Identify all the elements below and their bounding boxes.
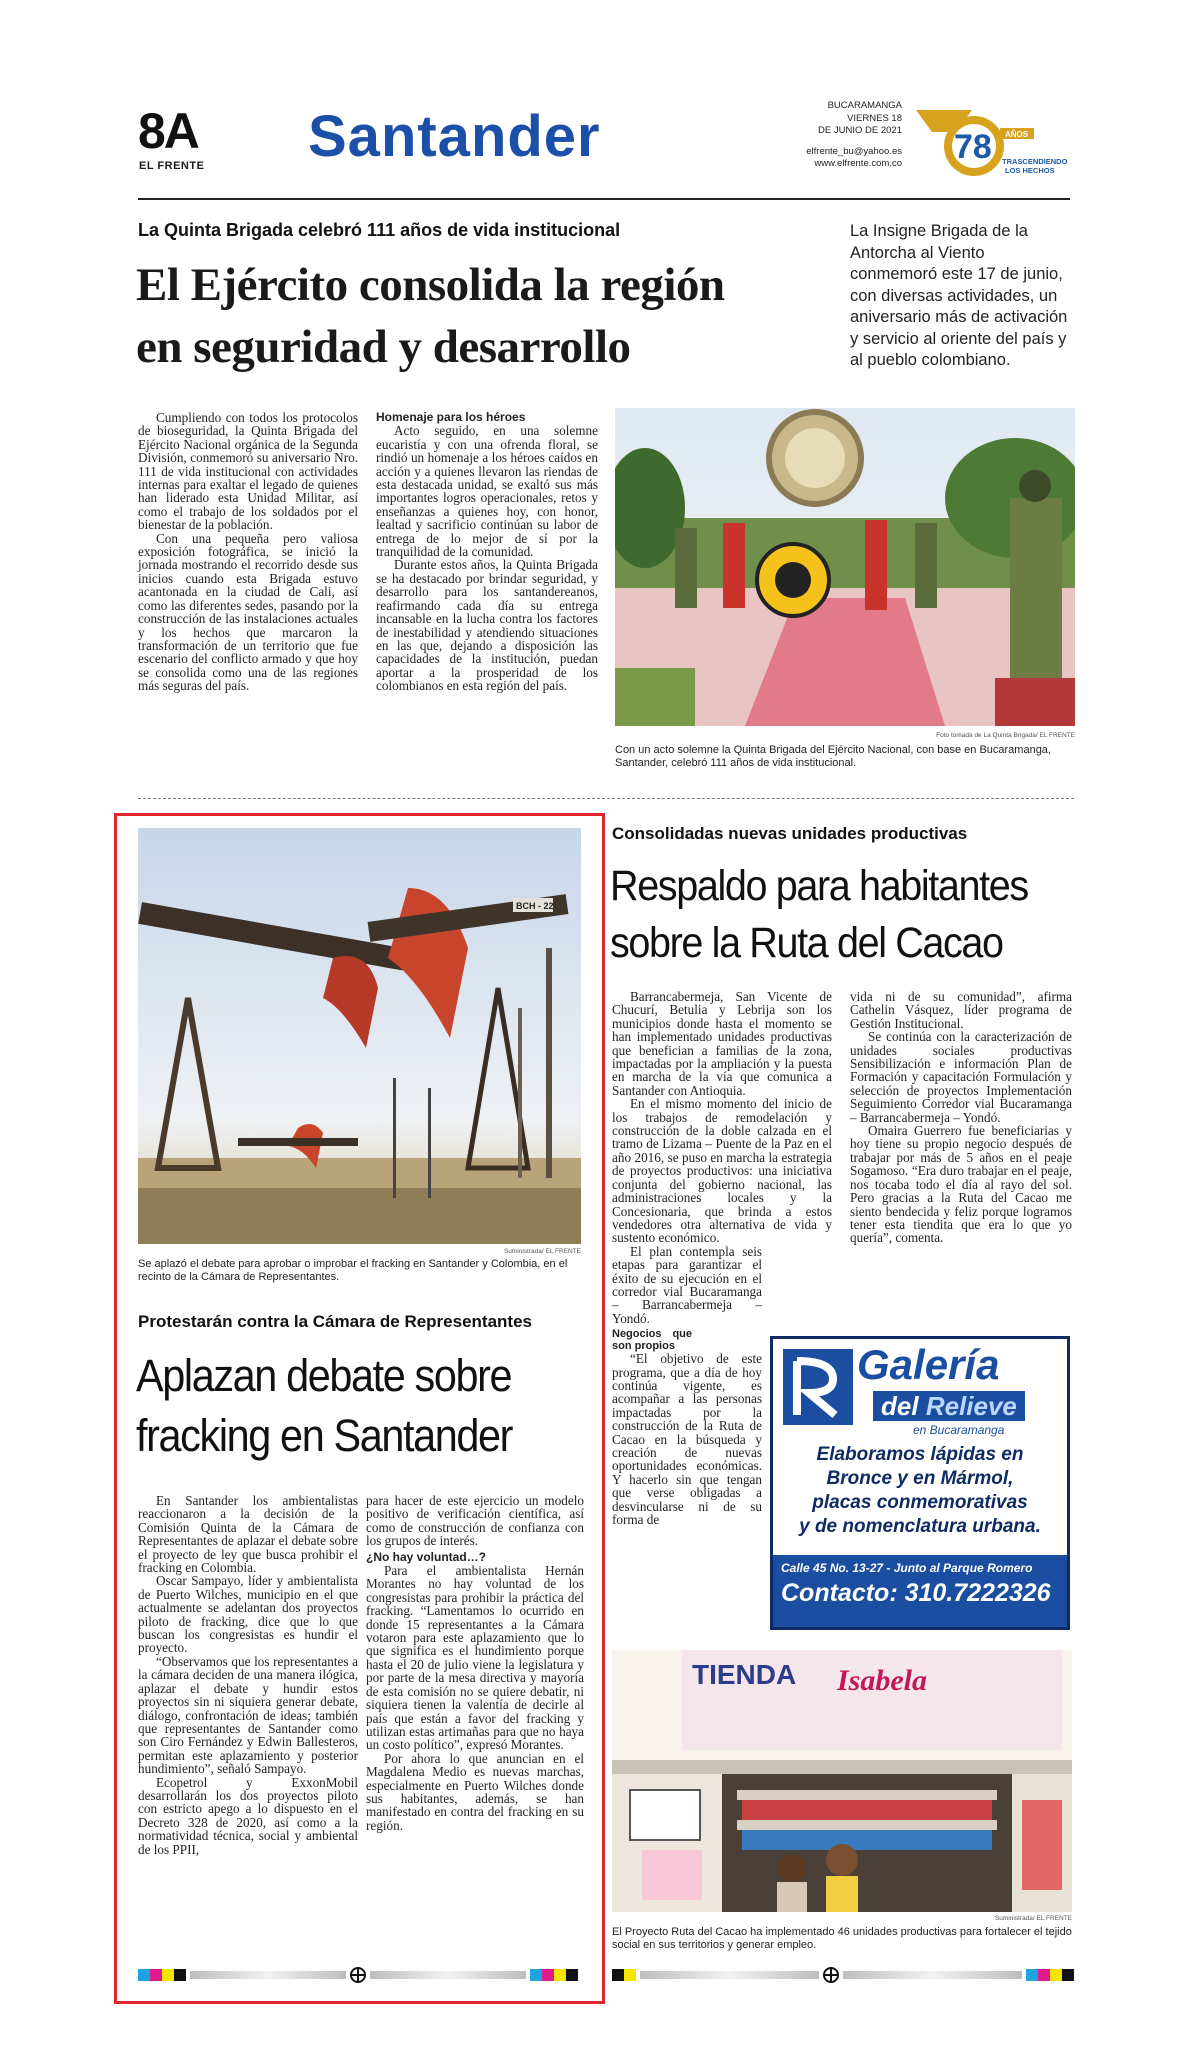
article1-column-1	[138, 411, 358, 693]
article1-col1-paragraph: Con una pequeña pero valiosa exposición fotográfica, se inició la jornada mostrando el recorrido desde sus inicios cuando esta Brigada estuvo acantonada en la ciudad de Cali, así como las diferentes sedes, pasando por la construcción de las instalaciones actuales y los hechos que marcaron la transformación de un territorio que fue escenario del conflicto armado y que hoy se consolida como una de las regiones más seguras del país.	[138, 530, 358, 694]
anniversary-word: AÑOS	[1005, 130, 1029, 139]
article3-col2-paragraph: Omaira Guerrero fue beneficiarias y hoy tiene su propio negocio después de trabajar por más de 5 años en el peaje Sogamoso. “Era duro trabajar en el peaje, nos tocaba todo el día al rayo del sol. Pero gracias a la Ruta del Cacao me siento bendecida y feliz porque logramos tener esta tiendita que era lo que yo quería”, comenta.	[850, 1123, 1072, 1246]
paper-name: EL FRENTE	[139, 160, 205, 172]
anniversary-tagline-1: TRASCENDIENDO	[1002, 157, 1068, 166]
article2-photo-credit: Suministrada/ EL FRENTE	[503, 1248, 581, 1255]
anniversary-tagline-2: LOS HECHOS	[1005, 166, 1055, 175]
article3-column-2	[850, 990, 1072, 1245]
registration-bar-left	[138, 1968, 578, 1982]
ad-brand-1: Galería	[857, 1341, 1000, 1388]
article2-headline-line2: fracking en Santander	[136, 1410, 513, 1461]
article3-photo	[612, 1650, 1072, 1912]
article1-col2-paragraph: Durante estos años, la Quinta Brigada se ha destacado por brindar seguridad, y desarrollo para los santandereanos, reafirmando cada día su entrega incansable en la lucha contra los factores de inestabilidad y atendiendo situaciones en las que, dejando a disposición las capacidades de la institución, puedan aportar a la prosperidad de los colombianos en esta región del país.	[376, 557, 598, 694]
article3-col2-paragraph: vida ni de su comunidad”, afirma Cathelin Vásquez, líder programa de Gestión Institucional.	[850, 989, 1072, 1031]
article2-col1-paragraph: Oscar Sampayo, líder y ambientalista de Puerto Wilches, municipio en el que actualmente se adelantan dos proyectos piloto de fracking, dice que lo que buscan los congresistas es hundir el proyecto.	[138, 1573, 358, 1656]
article3-subhead: Negocios que son propios	[612, 1328, 692, 1353]
date-day: VIERNES 18	[847, 112, 902, 124]
article3-headline	[610, 858, 1028, 972]
article2-photo-caption: Se aplazó el debate para aprobar o improbar el fracking en Santander y Colombia, en el recinto de la Cámara de Representantes.	[138, 1258, 568, 1283]
article2-col2-paragraph: Para el ambientalista Hernán Morantes no hay voluntad de los congresistas para prohibir la práctica del fracking. “Lamentamos lo ocurrido en donde 15 representantes a la Cámara votaron para este aplazamiento que lo que significa es el hundimiento porque hasta el 20 de julio viene la legislatura y por parte de la mesa directiva y mayoría de esta comisión no se quiere debatir, ni siquiera tienen la valentía de decirle al país que están a favor del fracking y utilizan estas artimañas para que no haya un costo político”, expresó Morantes.	[366, 1563, 584, 1753]
store-sign: TIENDA	[692, 1659, 797, 1690]
ad-location: en Bucaramanga	[913, 1423, 1005, 1437]
article3-col2-paragraph: Se continúa con la caracterización de unidades sociales productivas Sensibilización e información Plan de Formación y capacitación Formulación y selección de proyectos Implementación Seguimiento Corredor vial Bucaramanga – Barrancabermeja – Yondó.	[850, 1029, 1072, 1125]
ad-brand-2b: Relieve	[925, 1391, 1017, 1421]
article2-column-1	[138, 1494, 358, 1856]
article3-photo-caption: El Proyecto Ruta del Cacao ha implementado 46 unidades productivas para fortalecer el tejido social en sus territorios y generar empleo.	[612, 1926, 1072, 1951]
ad-address: Calle 45 No. 13-27 - Junto al Parque Romero	[781, 1561, 1033, 1575]
dateline	[790, 100, 902, 171]
page-number	[138, 103, 268, 159]
ad-services	[773, 1443, 1067, 1539]
ad-line-1: Elaboramos lápidas en	[816, 1444, 1024, 1465]
article2-column-2	[366, 1494, 584, 1832]
pump-sign: BCH - 22	[516, 901, 554, 911]
article3-col1-paragraph: En el mismo momento del inicio de los trabajos de remodelación y construcción de la doble calzada en el tramo de Lizama – Puente de la Paz en el año 2016, se puso en marcha la estrategia de proyectos productivos: una iniciativa conjunta del gobierno nacional, las administraciones locales y la Concesionaria, que brinda a estos vendedores otra alternativa de vida y sustento económico.	[612, 1096, 832, 1246]
ad-brand-2a: del	[881, 1391, 919, 1421]
article2-headline-line1: Aplazan debate sobre	[136, 1350, 512, 1401]
article3-headline-line2: sobre la Ruta del Cacao	[610, 919, 1003, 967]
article2-subhead: ¿No hay voluntad…?	[366, 1549, 486, 1564]
article1-photo-caption: Con un acto solemne la Quinta Brigada del Ejército Nacional, con base en Bucaramanga, Santander, celebró 111 años de vida institucional.	[615, 744, 1051, 769]
article3-headline-line1: Respaldo para habitantes	[610, 862, 1028, 910]
article1-col2-paragraph: Acto seguido, en una solemne eucaristía y con una ofrenda floral, se rindió un homenaje a los héroes caídos en acción y a quienes llevaron las riendas de esta destacada unidad, se exaltó sus más importantes logros operacionales, retos y enseñanzas a quienes hoy, con honor, lealtad y sacrificio continúan su labor de entrega de lo mejor de sí por la tranquilidad de la comunidad.	[376, 423, 598, 560]
article1-headline-line2: en seguridad y desarrollo	[136, 321, 631, 373]
email-link[interactable]: elfrente_bu@yahoo.es	[806, 145, 902, 157]
article2-col1-paragraph: “Observamos que los representantes a la cámara deciden de una manera ilógica, aplazar el debate y hundir estos proyectos sin ni siquiera generar debate, diálogo, confrontación de ideas; también que representantes de Santander como son Ciro Fernández y Edwin Ballesteros, permitan este aplazamiento y posterior hundimiento”, señaló Sampayo.	[138, 1653, 358, 1777]
ad-line-4: y de nomenclatura urbana.	[799, 1516, 1041, 1537]
article1-headline-line1: El Ejército consolida la región	[136, 259, 725, 311]
article3-col1-paragraph: El plan contempla seis etapas para garantizar el éxito de su ejecución en el corredor vial Bucaramanga – Barrancabermeja – Yondó.	[612, 1243, 762, 1326]
article2-col2-paragraph: para hacer de este ejercicio un modelo positivo de verificación científica, así como de construcción de confianza con los grupos de interés.	[366, 1493, 584, 1549]
section-title: Santander	[308, 104, 601, 169]
article3-col1-paragraph: “El objetivo de este programa, que a día de hoy continúa vigente, es acompañar a las personas impactadas por la construcción de la Ruta de Cacao en la búsqueda y creación de nuevas oportunidades económicas. Y hacerlo sin que tengan que verse obligadas a desvincularse ni de su forma de	[612, 1351, 762, 1528]
ad-contact-bar	[773, 1555, 1067, 1627]
article2-col1-paragraph: En Santander los ambientalistas reaccionaron a la decisión de la Comisión Quinta de la Cámara de Representantes de aplazar el debate sobre el proyecto de ley que busca prohibir el fracking en Colombia.	[138, 1493, 358, 1576]
article2-kicker: Protestarán contra la Cámara de Representantes	[138, 1312, 532, 1331]
article1-column-2	[376, 411, 598, 693]
article3-kicker: Consolidadas nuevas unidades productivas	[612, 824, 968, 843]
ad-line-3: placas conmemorativas	[812, 1492, 1028, 1513]
registration-mark-icon	[350, 1967, 366, 1983]
article1-headline	[136, 254, 725, 378]
city: BUCARAMANGA	[827, 100, 902, 111]
ad-phone[interactable]: Contacto: 310.7222326	[781, 1579, 1051, 1607]
ad-brand-2	[873, 1391, 1025, 1421]
galeria-relieve-ad[interactable]	[770, 1336, 1070, 1630]
ad-logo-icon	[783, 1349, 853, 1425]
article2-col2-paragraph: Por ahora lo que anuncian en el Magdalena Medio es nuevas marchas, especialmente en Puerto Wilches donde sus habitantes, además, se han manifestado en contra del fracking en su región.	[366, 1750, 584, 1833]
article1-photo-credit: Foto tomada de La Quinta Brigada/ EL FRENTE	[936, 732, 1075, 739]
article1-deck: La Insigne Brigada de la Antorcha al Viento conmemoró este 17 de junio, con diversas actividades, un aniversario más de activación y servicio al oriente del país y al pueblo colombiano.	[850, 222, 1068, 369]
article3-col1-paragraph: Barrancabermeja, San Vicente de Chucurí, Betulia y Lebrija son los municipios donde hasta el momento se han implementado unidades productivas que benefician a familias de la zona, impactadas por la ampliación y la puesta en marcha de la vía que comunica a Santander con Antioquia.	[612, 989, 832, 1098]
article1-col1-paragraph: Cumpliendo con todos los protocolos de bioseguridad, la Quinta Brigada del Ejército Nacional orgánica de la Segunda División, conmemoró su aniversario Nro. 111 de vida institucional con actividades internas para exaltar el legado de quienes han liderado esta Unidad Militar, así como el trabajo de los soldados por el bienestar de la población.	[138, 410, 358, 533]
anniversary-emblem-icon	[912, 102, 1072, 184]
article2-photo	[138, 828, 581, 1244]
header-rule	[138, 198, 1070, 200]
anniversary-logo	[912, 102, 1072, 184]
article2-headline	[136, 1346, 512, 1466]
article3-photo-credit: Suministrada/ EL FRENTE	[994, 1915, 1072, 1922]
article2-col1-paragraph: Ecopetrol y ExxonMobil desarrollarán los dos proyectos piloto con estricto apego a lo dispuesto en el Decreto 328 de 2020, así como a la normatividad técnica, social y ambiental de los PPII,	[138, 1774, 358, 1857]
page-number-text: 8A	[138, 103, 198, 159]
registration-bar-right	[612, 1968, 1074, 1982]
section-divider	[138, 798, 1074, 799]
anniversary-number: 78	[954, 128, 992, 166]
registration-mark-icon	[823, 1967, 839, 1983]
date-rest: DE JUNIO DE 2021	[818, 125, 902, 136]
website-link[interactable]: www.elfrente.com.co	[814, 158, 902, 169]
article1-subhead: Homenaje para los héroes	[376, 410, 526, 424]
article1-photo	[615, 408, 1075, 726]
store-name: Isabela	[837, 1664, 927, 1697]
ad-line-2: Bronce y en Mármol,	[826, 1468, 1014, 1489]
article1-kicker: La Quinta Brigada celebró 111 años de vida institucional	[138, 220, 621, 240]
